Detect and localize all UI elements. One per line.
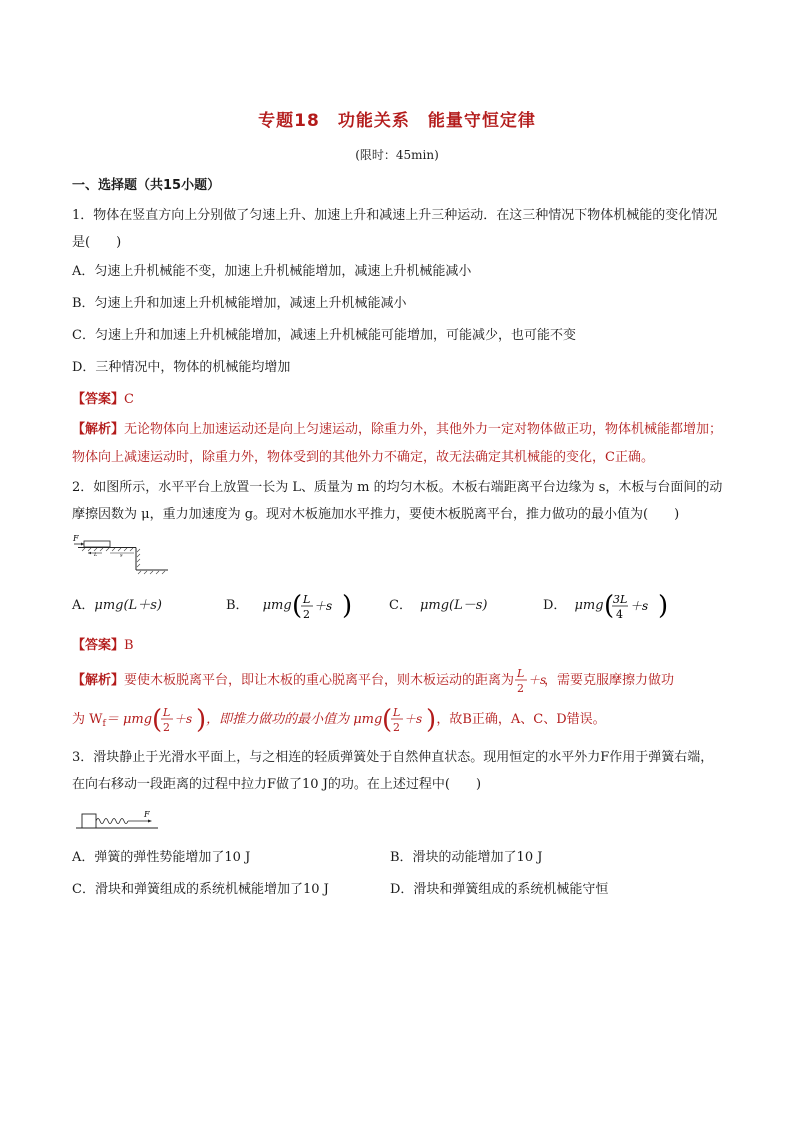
svg-text:2: 2 [302, 608, 310, 621]
question-stem: 2．如图所示，水平平台上放置一长为 L、质量为 m 的均匀木板。木板右端距离平台边缘为 s，木板与台面间的动摩擦因数为 μ，重力加速度为 g。现对木板施加水平推力，要使木板脱离平台，推力做功的最小值为( ) [72, 480, 723, 522]
svg-text:L: L [393, 706, 401, 719]
svg-text:(: ( [603, 591, 614, 621]
svg-text:L: L [94, 552, 98, 558]
answer-value: C [124, 392, 134, 407]
option-c: C．匀速上升和加速上升机械能增加，减速上升机械能可能增加，可能减少，也可能不变 [72, 328, 576, 343]
svg-text:(: ( [291, 591, 302, 621]
paren-fraction [292, 589, 354, 623]
options-row [72, 586, 724, 626]
question-2 [72, 474, 724, 740]
force-label: F [144, 810, 150, 819]
option-a: A．弹簧的弹性势能增加了10 J [72, 850, 251, 865]
svg-text:＋s: ＋s [528, 673, 547, 687]
option-d: D．滑块和弹簧组成的系统机械能守恒 [390, 882, 609, 897]
option-c: C． μmg(L－s) [389, 598, 488, 613]
option-d: D．三种情况中，物体的机械能均增加 [72, 360, 291, 375]
option-b: B．滑块的动能增加了10 J [390, 850, 543, 865]
svg-text:4: 4 [615, 608, 623, 621]
svg-text:): ) [426, 705, 437, 735]
svg-text:＋s: ＋s [313, 599, 332, 613]
svg-text:2: 2 [393, 721, 401, 734]
answer [72, 384, 724, 416]
svg-text:): ) [657, 591, 668, 621]
explanation-tag: 【解析】 [72, 673, 125, 688]
option-d: D． μmg ( 3L 4 ＋s ) [543, 591, 668, 621]
svg-text:2: 2 [517, 682, 525, 695]
content [72, 174, 724, 906]
option-a: A． μmg(L＋s) [72, 598, 162, 613]
svg-text:L: L [517, 667, 525, 680]
paren-fraction [152, 702, 206, 738]
svg-text:): ) [196, 705, 207, 735]
svg-text:(: ( [152, 705, 163, 735]
question-1 [72, 202, 724, 472]
time-limit: (限时：45min) [355, 148, 439, 162]
question-stem: 1．物体在竖直方向上分别做了匀速上升、加速上升和减速上升三种运动．在这三种情况下物体机械能的变化情况是( ) [72, 208, 718, 250]
options-grid [72, 842, 724, 906]
svg-text:L: L [302, 593, 310, 606]
platform-board-figure [72, 532, 724, 580]
option-a: A．匀速上升机械能不变，加速上升机械能增加，减速上升机械能减小 [72, 264, 472, 279]
explanation-tag: 【解析】 [72, 422, 125, 437]
paren-fraction [604, 589, 670, 623]
option-b: B．匀速上升和加速上升机械能增加，减速上升机械能减小 [72, 296, 407, 311]
explanation-text: 无论物体向上加速运动还是向上匀速运动，除重力外，其他外力一定对物体做正功，物体机械能都增加；物体向上减速运动时，除重力外，物体受到的其他外力不确定，故无法确定其机械能的变化，C正确。 [72, 422, 723, 465]
section-heading: 一、选择题（共15小题） [72, 178, 221, 193]
answer-tag: 【答案】 [72, 392, 125, 407]
option-c: C．滑块和弹簧组成的系统机械能增加了10 J [72, 882, 329, 897]
block-spring-figure [72, 802, 724, 836]
force-label: F [73, 534, 79, 543]
answer [72, 630, 724, 662]
paren-fraction [382, 702, 436, 738]
svg-text:＋s: ＋s [174, 712, 193, 726]
fraction [514, 663, 547, 699]
svg-text:＋s: ＋s [404, 712, 423, 726]
svg-text:(: ( [382, 705, 393, 735]
answer-tag: 【答案】 [72, 638, 125, 653]
question-stem: 3．滑块静止于光滑水平面上，与之相连的轻质弹簧处于自然伸直状态。现用恒定的水平外力F作用于弹簧右端，在向右移动一段距离的过程中拉力F做了10 J的功。在上述过程中( ) [72, 750, 714, 792]
explanation: 【解析】 要使木板脱离平台，即让木板的重心脱离平台，则木板运动的距离为 L 2 ＋s ，需要克服摩擦力做功 为 W f ＝ μmg ( L 2 ＋s ) ，即推力做功的最小值为 μmg ( L 2 ＋s ) ，故B正确，A、C、D错误。 [72, 662, 724, 740]
option-b: B． μmg ( L 2 ＋s ) [226, 591, 352, 621]
svg-text:L: L [163, 706, 171, 719]
explanation [72, 416, 724, 472]
question-3 [72, 744, 724, 906]
svg-text:3L: 3L [612, 593, 627, 606]
svg-text:): ) [341, 591, 352, 621]
answer-value: B [124, 638, 134, 653]
page-title: 专题18 功能关系 能量守恒定律 [258, 111, 536, 131]
svg-text:＋s: ＋s [629, 599, 648, 613]
svg-text:2: 2 [163, 721, 171, 734]
svg-text:s: s [120, 552, 123, 559]
